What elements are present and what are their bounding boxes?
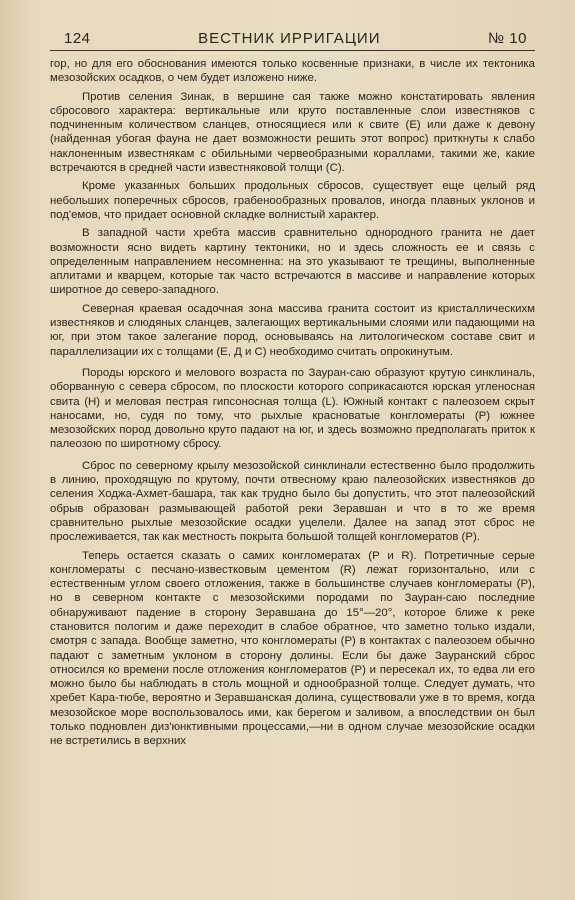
paragraph-6: Породы юрского и мелового возраста по Зауран-саю образуют крутую синклиналь, оборванную с севера сбросом, по плоскости которого соприкасаются юрская угленосная свита (Н) и меловая пестрая гипсоносная толща (L). Южный контакт с палеозоем скрыт наносами, но, судя по тому, что рыхлые красноватые конгломераты (Р) южнее мезозойских пород довольно круто падают на юг, и здесь возможно предполагать приток к палеозою по широтному сбросу. xyxy=(50,366,535,451)
paragraph-8: Теперь остается сказать о самих конгломератах (Р и R). Потретичные серые конгломераты с песчано-известковым цементом (R) лежат горизонтально, или с естественным углом своего отложения, также в большинстве случаев конгломераты (Р), но в северном контакте с мезозойскими породами по Зауран-саю последние обнаруживают падение в сторону Зеравшана до 15°—20°, которое ближе к реке становится пологим и даже переходит в слабое обратное, что заметно только издали, смотря с запада. Вообще заметно, что конгломераты (Р) в контактах с палеозоем обычно падают с заметным уклоном в сторону долины. Если бы даже Зауранский сброс относился ко времени после отложения конгломератов (Р) и пересекал их, то едва ли его можно было бы наблюдать в столь мощной и однообразной толще. Следует думать, что хребет Кара-тюбе, вероятно и Зеравшанская долина, существовали уже в то время, когда мезозойское море воспользовалось ими, как берегом и заливом, а впоследствии он был только подновлен диз'юнктивными процессами,—ни в одном случае мезозойские осадки не встретились в верхних xyxy=(50,549,535,748)
paragraph-5: Северная краевая осадочная зона массива гранита состоит из кристаллическихм известняков и слюдяных сланцев, залегающих вертикальными слоями или падающими на юг, при этом такое залегание пород, основываясь на литологическом составе свит и параллелизации их с толщами (Е, Д и С) необходимо считать опрокинутым. xyxy=(50,302,535,358)
page-number: 124 xyxy=(64,30,91,47)
page-header xyxy=(50,30,535,51)
issue-number: № 10 xyxy=(488,30,527,47)
paragraph-4: В западной части хребта массив сравнительно однородного гранита не дает возможности ясно видеть картину тектоники, но и здесь сложность ее и связь с определенным направлением несомненна: на это указывают те трещины, выполненные аплитами и кварцем, которые так часто встречаются в массиве и направление которых широтное до северо-западного. xyxy=(50,227,535,297)
paragraph-7: Сброс по северному крылу мезозойской синклинали естественно было продолжить в линию, проходящую по крутому, почти отвесному краю палеозойских известняков до селения Ходжа-Ахмет-башара, так как трудно было бы допустить, что этот палеозойский обрыв образован размывающей работой реки Зеравшан и что в то же время сравнительно рыхлые мезозойские осадки уцелели. Далее на запад этот сброс не прослеживается, так как местность покрыта большой толщей конгломератов (Р). xyxy=(50,459,535,544)
journal-title: ВЕСТНИК ИРРИГАЦИИ xyxy=(198,30,381,47)
paragraph-2: Против селения Зинак, в вершине сая также можно констатировать явления сбросового характера: вертикальные или круто поставленные слои известняков с подчиненным количеством сланцев, относящиеся или к свите (Е) или даже к девону (найденная убогая фауна не дает возможности решить этот вопрос) приткнуты к слабо наклоненным известнякам с обильными червеобразными кораллами, такими же, какие встречаются в средней части известняковой толщи (С). xyxy=(50,90,535,175)
paragraph-1: гор, но для его обоснования имеются только косвенные признаки, в числе их тектоника мезозойских осадков, о чем будет изложено ниже. xyxy=(50,58,535,85)
article-body xyxy=(50,57,535,749)
paragraph-3: Кроме указанных больших продольных сбросов, существует еще целый ряд небольших поперечных сбросов, грабенообразных провалов, иногда плавных уклонов и под'емов, что придает основной складке волнистый характер. xyxy=(50,180,535,221)
